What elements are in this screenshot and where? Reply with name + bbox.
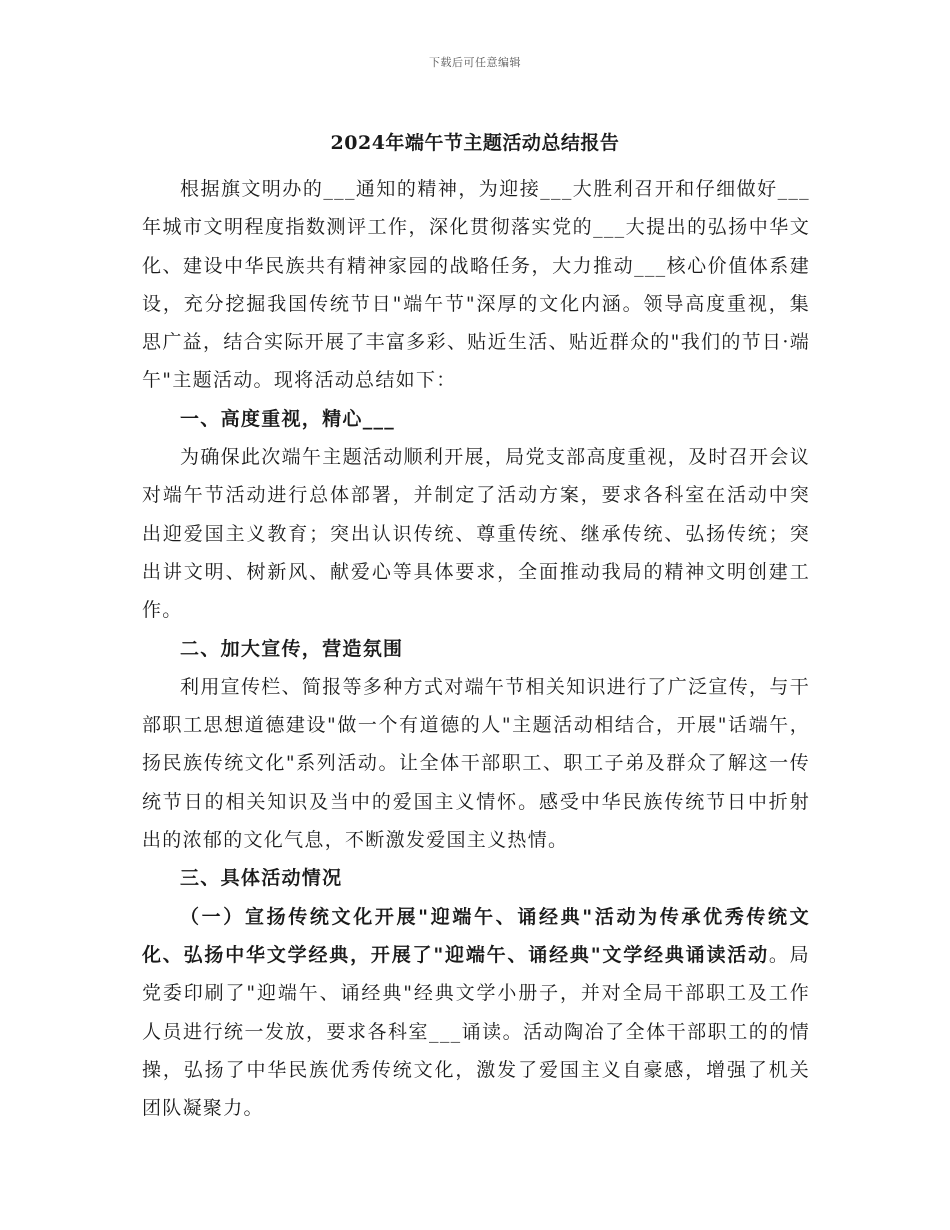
intro-paragraph: 根据旗文明办的___通知的精神，为迎接___大胜利召开和仔细做好___年城市文明程度指数测评工作，深化贯彻落实党的___大提出的弘扬中华文化、建设中华民族共有精神家园的战略任务，大力推动___核心价值体系建设，充分挖掘我国传统节日"端午节"深厚的文化内涵。领导高度重视，集思广益，结合实际开展了丰富多彩、贴近生活、贴近群众的"我们的节日·端午"主题活动。现将活动总结如下： <box>142 178 810 392</box>
section-3-heading: 三、具体活动情况 <box>180 867 343 890</box>
page-header-note: 下载后可任意编辑 <box>429 56 521 69</box>
section-1-heading: 一、高度重视，精心___ <box>180 407 396 430</box>
section-3-sub-1-body: 。局党委印刷了"迎端午、诵经典"经典文学小册子，并对全局干部职工及工作人员进行统一发放，要求各科室___诵读。活动陶冶了全体干部职工的的情操，弘扬了中华民族优秀传统文化，激发了爱国主义自豪感，增强了机关团队凝聚力。 <box>142 943 810 1120</box>
section-1-paragraph: 为确保此次端午主题活动顺利开展，局党支部高度重视，及时召开会议对端午节活动进行总体部署，并制定了活动方案，要求各科室在活动中突出迎爱国主义教育；突出认识传统、尊重传统、继承传统、弘扬传统；突出讲文明、树新风、献爱心等具体要求，全面推动我局的精神文明创建工作。 <box>142 446 810 622</box>
section-3-sub-1-paragraph <box>142 898 810 1128</box>
section-3-sub-1-bold-lead: （一）宣扬传统文化开展"迎端午、诵经典"活动为传承优秀传统文化、弘扬中华文学经典，开展了"迎端午、诵经典"文学经典诵读活动 <box>142 905 810 966</box>
document-body <box>142 170 810 1127</box>
document-title: 2024年端午节主题活动总结报告 <box>330 132 620 154</box>
section-2-paragraph: 利用宣传栏、简报等多种方式对端午节相关知识进行了广泛宣传，与干部职工思想道德建设"做一个有道德的人"主题活动相结合，开展"话端午，扬民族传统文化"系列活动。让全体干部职工、职工子弟及群众了解这一传统节日的相关知识及当中的爱国主义情怀。感受中华民族传统节日中折射出的浓郁的文化气息，不断激发爱国主义热情。 <box>142 675 810 852</box>
section-2-heading: 二、加大宣传，营造氛围 <box>180 637 404 660</box>
